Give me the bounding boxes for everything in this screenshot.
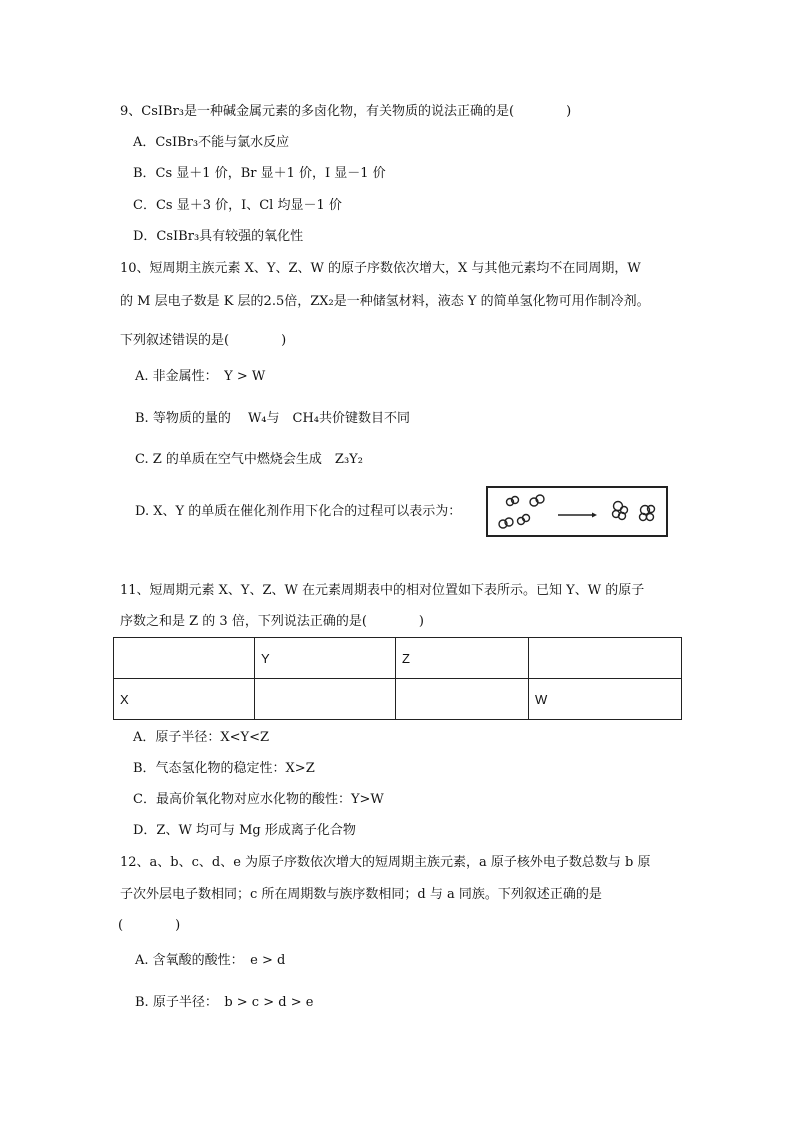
product-molecule: [613, 502, 628, 520]
q10-stem-line-2: 的 M 层电子数是 K 层的2.5倍，ZX₂是一种储氢材料，液态 Y 的简单氢化物可用作制冷剂。: [120, 294, 650, 309]
table-cell: Z: [396, 638, 529, 679]
q9-stem: 9、CsIBr₃是一种碱金属元素的多卤化物，有关物质的说法正确的是( ): [120, 104, 572, 119]
q11-stem-line-2: 序数之和是 Z 的 3 倍，下列说法正确的是( ): [120, 614, 424, 629]
reactant-molecule: [507, 497, 519, 506]
molecule-reaction-figure: [488, 488, 666, 535]
q10-stem-line-3: 下列叙述错误的是( ): [120, 333, 287, 348]
table-cell: [529, 638, 682, 679]
q10-option-b: B. 等物质的量的 W₄与 CH₄共价键数目不同: [135, 411, 411, 426]
reactant-molecule: [518, 515, 530, 525]
q10-option-d: D. X、Y 的单质在催化剂作用下化合的过程可以表示为：: [135, 504, 462, 519]
table-cell: [396, 679, 529, 720]
periodic-position-table: [113, 637, 682, 720]
q12-option-b: B. 原子半径： b > c > d > e: [135, 995, 314, 1010]
q12-stem-line-1: 12、a、b、c、d、e 为原子序数依次增大的短周期主族元素，a 原子核外电子数总数与 b 原: [120, 855, 651, 870]
reactant-molecule: [530, 495, 544, 506]
q10-option-a: A. 非金属性： Y > W: [135, 369, 266, 384]
q11-option-b: B．气态氢化物的稳定性：X>Z: [133, 761, 315, 776]
q10-stem-line-1: 10、短周期主族元素 X、Y、Z、W 的原子序数依次增大，X 与其他元素均不在同周期，W: [120, 261, 641, 276]
table-cell: X: [114, 679, 255, 720]
reactant-molecule: [499, 518, 513, 528]
q11-option-d: D．Z、W 均可与 Mg 形成离子化合物: [133, 823, 356, 838]
q11-option-c: C．最高价氧化物对应水化物的酸性：Y>W: [133, 792, 384, 807]
table-cell: Y: [255, 638, 396, 679]
table-cell: W: [529, 679, 682, 720]
table-cell: [114, 638, 255, 679]
q9-option-c: C．Cs 显＋3 价，I、Cl 均显－1 价: [133, 198, 342, 213]
q9-option-b: B．Cs 显＋1 价，Br 显＋1 价，I 显－1 价: [133, 166, 386, 181]
q10-option-c: C. Z 的单质在空气中燃烧会生成 Z₃Y₂: [135, 452, 363, 467]
q12-stem-line-2: 子次外层电子数相同；c 所在周期数与族序数相同；d 与 a 同族。下列叙述正确的是: [120, 887, 602, 902]
q9-option-a: A．CsIBr₃不能与氯水反应: [133, 135, 290, 150]
table-row: [114, 679, 682, 720]
q12-stem-line-3: ( ): [118, 918, 181, 933]
q11-stem-line-1: 11、短周期元素 X、Y、Z、W 在元素周期表中的相对位置如下表所示。已知 Y、W 的原子: [120, 583, 645, 598]
table-cell: [255, 679, 396, 720]
q9-option-d: D．CsIBr₃具有较强的氧化性: [133, 229, 304, 244]
product-molecule: [640, 506, 655, 521]
reaction-diagram: [486, 486, 668, 537]
q11-option-a: A．原子半径：X<Y<Z: [133, 730, 270, 745]
q12-option-a: A. 含氧酸的酸性： e > d: [135, 953, 286, 968]
table-row: [114, 638, 682, 679]
